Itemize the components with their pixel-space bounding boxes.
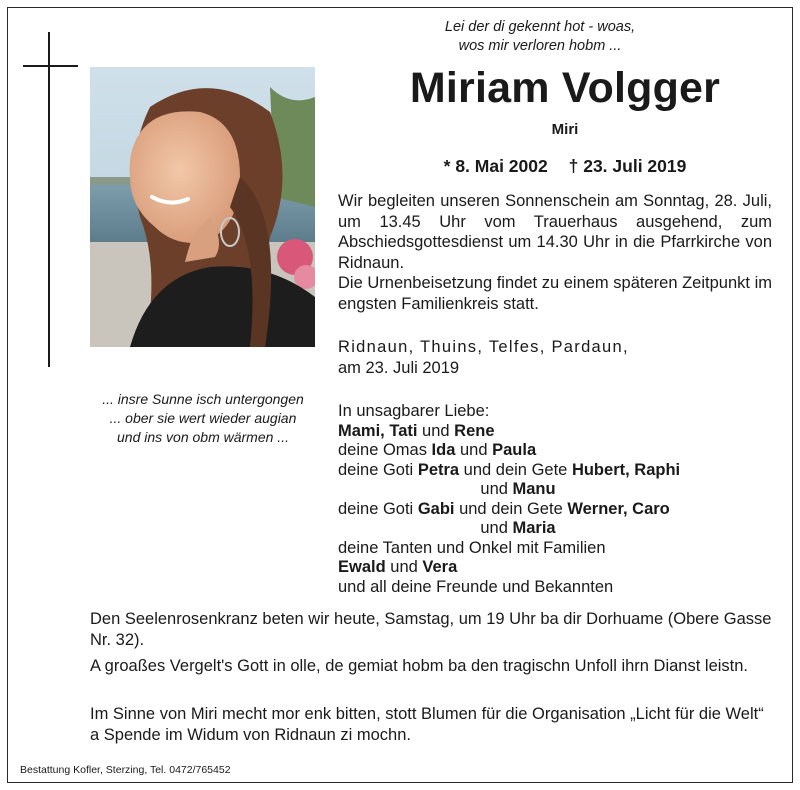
gete-manu: Manu bbox=[512, 480, 556, 498]
mourners-goti-2-cont bbox=[338, 519, 698, 539]
mourners-goti-2 bbox=[338, 500, 772, 520]
goti-label: deine Goti bbox=[338, 499, 418, 518]
name-ewald: Ewald bbox=[338, 558, 386, 576]
name-vera: Vera bbox=[422, 558, 458, 576]
cross-icon bbox=[48, 32, 50, 367]
mourners-friends: und all deine Freunde und Bekannten bbox=[338, 577, 614, 596]
connector-text: und bbox=[455, 441, 493, 459]
place-line: Ridnaun, Thuins, Telfes, Pardaun, bbox=[338, 338, 629, 356]
thanks-paragraph: A groaßes Vergelt's Gott in olle, de gemiat hobm ba den tragischn Unfoll ihrn Dianst leistn. bbox=[90, 657, 749, 675]
date-line: am 23. Juli 2019 bbox=[338, 358, 460, 377]
deceased-name: Miriam Volgger bbox=[409, 64, 721, 112]
goti-label: deine Goti bbox=[338, 460, 418, 479]
caption-line-2: ... ober sie wert wieder augian bbox=[109, 410, 297, 426]
urn-paragraph: Die Urnenbeisetzung findet zu einem späteren Zeitpunkt im engsten Familienkreis statt. bbox=[338, 274, 772, 313]
gete-maria: Maria bbox=[512, 519, 556, 537]
omas-label: deine Omas bbox=[338, 441, 432, 459]
top-quote-line-2: wos mir verloren hobm ... bbox=[458, 38, 622, 54]
connector-text: und bbox=[385, 558, 423, 576]
connector-text: und bbox=[417, 421, 455, 440]
top-quote-line-1: Lei der di gekennt hot - woas, bbox=[444, 19, 636, 35]
mourners-aunts: deine Tanten und Onkel mit Familien bbox=[338, 538, 606, 557]
cross-bar bbox=[23, 65, 78, 67]
oma-ida: Ida bbox=[431, 441, 456, 459]
gete-hubert-raphi: Hubert, Raphi bbox=[571, 460, 681, 479]
mourners-list bbox=[338, 402, 772, 597]
photo-caption bbox=[88, 390, 318, 447]
connector-text: und bbox=[480, 519, 513, 537]
caption-line-1: ... insre Sunne isch untergongen bbox=[102, 391, 304, 407]
mourners-omas bbox=[338, 441, 772, 461]
connector-text: und bbox=[480, 480, 513, 498]
gete-werner-caro: Werner, Caro bbox=[567, 499, 670, 518]
parent-rene: Rene bbox=[454, 421, 495, 440]
top-quote bbox=[425, 18, 655, 56]
mourners-ewald-vera bbox=[338, 558, 772, 578]
life-dates bbox=[340, 156, 790, 177]
gete-label: und dein Gete bbox=[454, 499, 568, 518]
rosary-paragraph: Den Seelenrosenkranz beten wir heute, Samstag, um 19 Uhr ba dir Dorhuame (Obere Gasse Nr. 32). bbox=[90, 610, 772, 649]
funeral-home-footer: Bestattung Kofler, Sterzing, Tel. 0472/765452 bbox=[20, 764, 231, 776]
mourners-goti-1-cont bbox=[338, 480, 698, 500]
donation-paragraph: Im Sinne von Miri mecht mor enk bitten, stott Blumen für die Organisation „Licht für die Welt“ a Spende im Widum von Ridnaun zi mochn. bbox=[90, 705, 764, 744]
death-date: † 23. Juli 2019 bbox=[568, 156, 687, 176]
portrait-photo bbox=[90, 67, 315, 347]
deceased-nickname: Miri bbox=[551, 121, 579, 138]
goti-gabi: Gabi bbox=[417, 499, 455, 518]
oma-paula: Paula bbox=[492, 441, 537, 459]
place-date bbox=[338, 337, 772, 378]
funeral-paragraph: Wir begleiten unseren Sonnenschein am Sonntag, 28. Juli, um 13.45 Uhr vom Trauerhaus ausgehend, zum Abschiedsgottesdienst um 14.30 Uhr in die Pfarrkirche von Ridnaun. bbox=[338, 192, 772, 272]
mourners-intro: In unsagbarer Liebe: bbox=[338, 402, 490, 420]
parents-names: Mami, Tati bbox=[338, 421, 418, 440]
mourners-parents bbox=[338, 422, 772, 442]
caption-line-3: und ins von obm wärmen ... bbox=[117, 429, 289, 445]
goti-petra: Petra bbox=[417, 460, 460, 479]
gete-label: und dein Gete bbox=[459, 460, 572, 479]
birth-date: * 8. Mai 2002 bbox=[443, 156, 548, 176]
mourners-goti-1 bbox=[338, 461, 772, 481]
